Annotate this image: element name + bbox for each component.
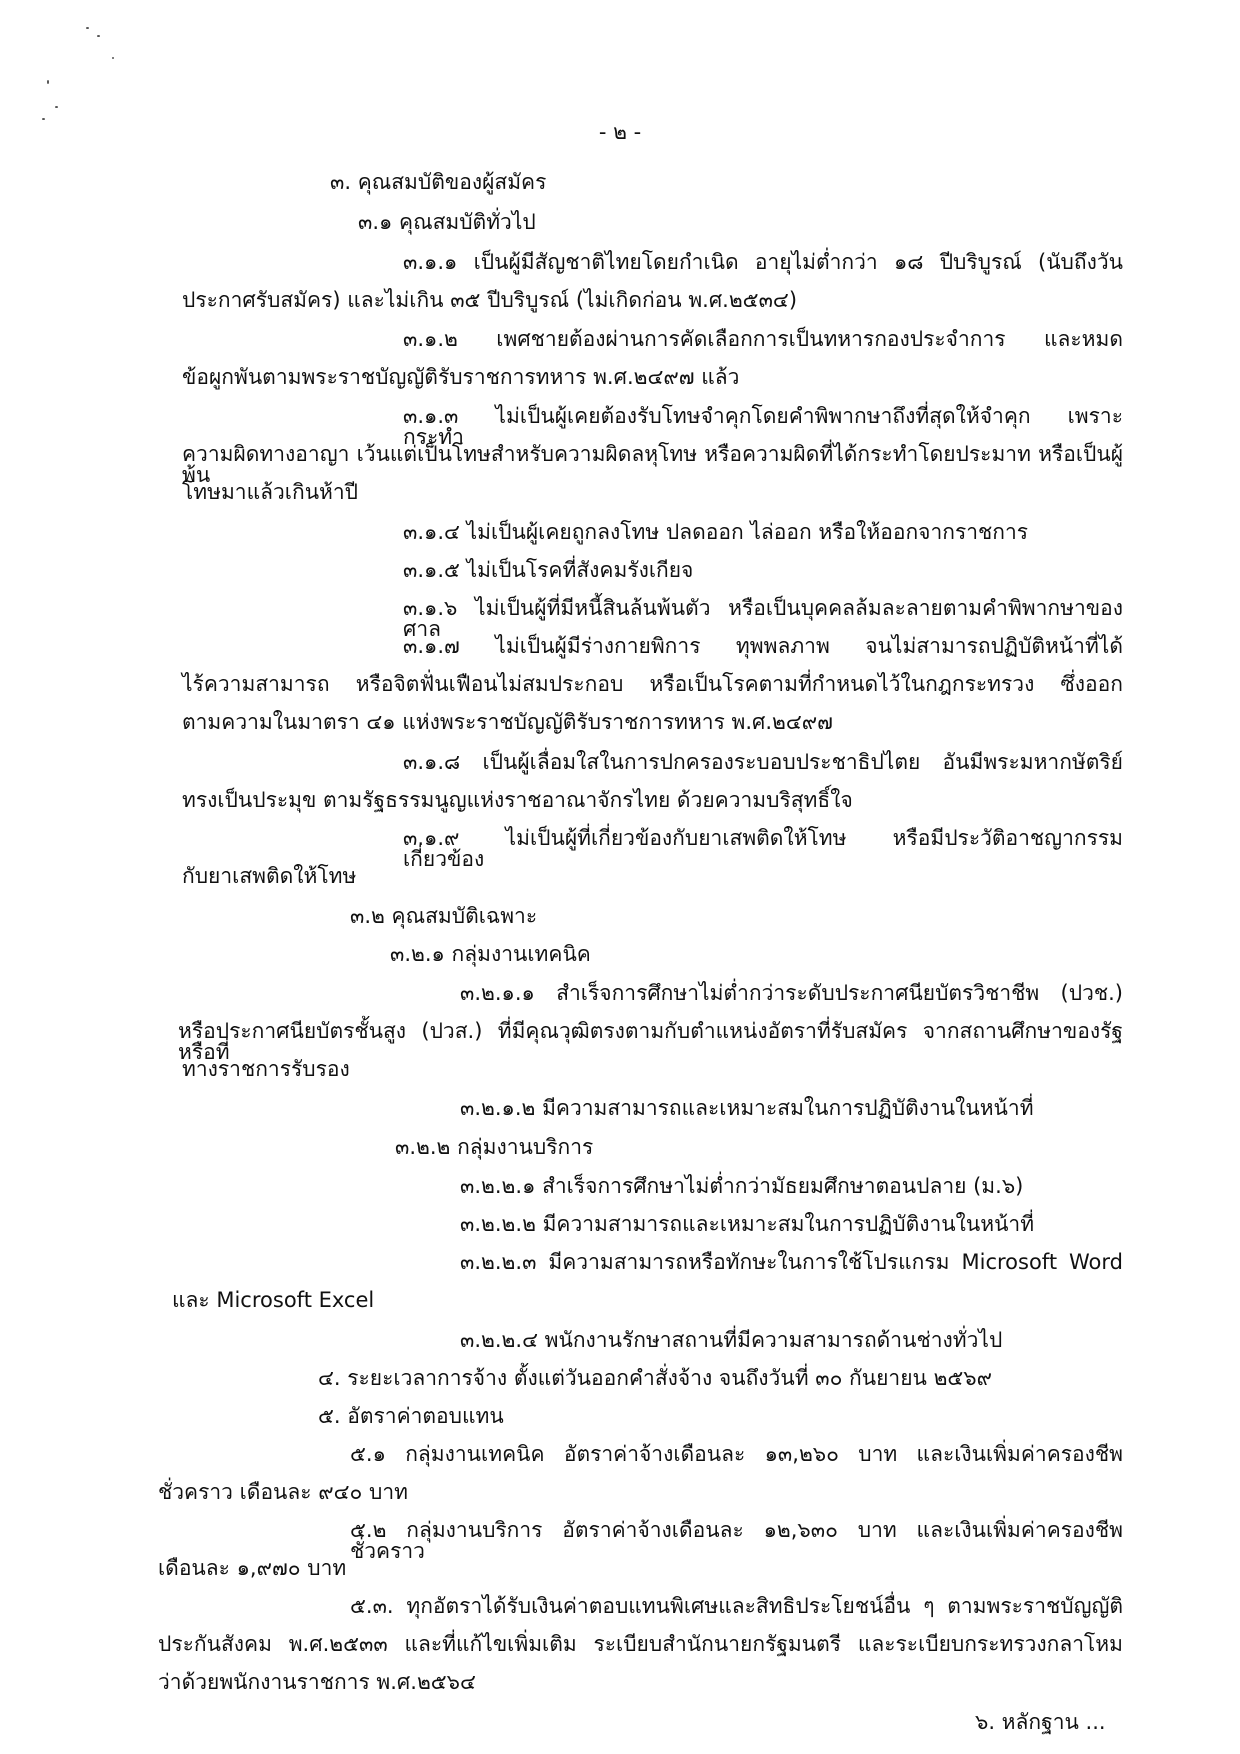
item-3-1-1-line-2: ประกาศรับสมัคร) และไม่เกิน ๓๕ ปีบริบูรณ์ (ไม่เกิดก่อน พ.ศ.๒๕๓๔) [182,288,798,312]
item-3-2-2-4: ๓.๒.๒.๔ พนักงานรักษาสถานที่มีความสามารถด้านช่างทั่วไป [460,1328,1003,1352]
item-3-1-9-line-1: ๓.๑.๙ ไม่เป็นผู้ที่เกี่ยวข้องกับยาเสพติดให้โทษ หรือมีประวัติอาชญากรรมเกี่ยวข้อง [403,826,1123,871]
item-3-1-4: ๓.๑.๔ ไม่เป็นผู้เคยถูกลงโทษ ปลดออก ไล่ออก หรือให้ออกจากราชการ [403,520,1029,544]
item-5-3-line-2: ประกันสังคม พ.ศ.๒๕๓๓ และที่แก้ไขเพิ่มเติม ระเบียบสำนักนายกรัฐมนตรี และระเบียบกระทรวงกลาโหม [158,1632,1123,1656]
item-3-1-1-line-1: ๓.๑.๑ เป็นผู้มีสัญชาติไทยโดยกำเนิด อายุไม่ต่ำกว่า ๑๘ ปีบริบูรณ์ (นับถึงวัน [403,250,1123,274]
item-3-2-2-1: ๓.๒.๒.๑ สำเร็จการศึกษาไม่ต่ำกว่ามัธยมศึกษาตอนปลาย (ม.๖) [460,1174,1024,1198]
item-3-2-1-1-line-2: หรือประกาศนียบัตรชั้นสูง (ปวส.) ที่มีคุณวุฒิตรงตามกับตำแหน่งอัตราที่รับสมัคร จากสถานศึกษาของรัฐหรือที่ [178,1019,1123,1064]
item-5-3-line-1: ๕.๓. ทุกอัตราได้รับเงินค่าตอบแทนพิเศษและสิทธิประโยชน์อื่น ๆ ตามพระราชบัญญัติ [350,1594,1123,1618]
item-5-1-line-2: ชั่วคราว เดือนละ ๙๔๐ บาท [158,1480,408,1504]
page-number: - ๒ - [598,120,642,144]
item-3-1-3-line-1: ๓.๑.๓ ไม่เป็นผู้เคยต้องรับโทษจำคุกโดยคำพิพากษาถึงที่สุดให้จำคุก เพราะกระทำ [403,404,1123,449]
item-5-2-line-1: ๕.๒ กลุ่มงานบริการ อัตราค่าจ้างเดือนละ ๑๒,๖๓๐ บาท และเงินเพิ่มค่าครองชีพชั่วคราว [350,1518,1123,1563]
section-3-2-1-heading: ๓.๒.๑ กลุ่มงานเทคนิค [390,942,591,966]
item-3-1-9-line-2: กับยาเสพติดให้โทษ [182,864,357,888]
section-3-2-heading: ๓.๒ คุณสมบัติเฉพาะ [350,904,538,928]
item-3-1-2-line-1: ๓.๑.๒ เพศชายต้องผ่านการคัดเลือกการเป็นทหารกองประจำการ และหมด [403,327,1123,351]
item-3-1-5: ๓.๑.๕ ไม่เป็นโรคที่สังคมรังเกียจ [403,558,694,582]
item-3-1-3-line-2: ความผิดทางอาญา เว้นแต่เป็นโทษสำหรับความผิดลหุโทษ หรือความผิดที่ได้กระทำโดยประมาท หรือเป็นผู้พ้น [182,442,1123,487]
continuation-footer: ๖. หลักฐาน ... [975,1710,1106,1734]
section-3-2-2-heading: ๓.๒.๒ กลุ่มงานบริการ [395,1135,594,1159]
section-5-heading: ๕. อัตราค่าตอบแทน [318,1404,504,1428]
item-3-1-6: ๓.๑.๖ ไม่เป็นผู้ที่มีหนี้สินล้นพ้นตัว หรือเป็นบุคคลล้มละลายตามคำพิพากษาของศาล [403,596,1123,641]
item-3-2-2-2: ๓.๒.๒.๒ มีความสามารถและเหมาะสมในการปฏิบัติงานในหน้าที่ [460,1212,1035,1236]
item-3-1-7-line-3: ตามความในมาตรา ๔๑ แห่งพระราชบัญญัติรับราชการทหาร พ.ศ.๒๔๙๗ [182,710,833,734]
scan-speck [112,57,114,59]
scan-speck [86,27,89,29]
item-5-2-line-2: เดือนละ ๑,๙๗๐ บาท [158,1556,347,1580]
item-3-2-1-1-line-1: ๓.๒.๑.๑ สำเร็จการศึกษาไม่ต่ำกว่าระดับประกาศนียบัตรวิชาชีพ (ปวช.) [460,981,1123,1005]
item-3-2-1-2: ๓.๒.๑.๒ มีความสามารถและเหมาะสมในการปฏิบัติงานในหน้าที่ [460,1096,1034,1120]
item-3-1-7-line-1: ๓.๑.๗ ไม่เป็นผู้มีร่างกายพิการ ทุพพลภาพ จนไม่สามารถปฏิบัติหน้าที่ได้ [403,634,1123,658]
section-3-1-heading: ๓.๑ คุณสมบัติทั่วไป [358,210,536,234]
item-3-2-2-3-line-2: และ Microsoft Excel [172,1288,375,1312]
scan-speck [55,106,58,108]
scan-speck [47,80,49,84]
section-4-employment-period: ๔. ระยะเวลาการจ้าง ตั้งแต่วันออกคำสั่งจ้าง จนถึงวันที่ ๓๐ กันยายน ๒๕๖๙ [318,1366,993,1390]
item-3-2-1-1-line-3: ทางราชการรับรอง [182,1057,350,1081]
scan-speck [42,118,45,120]
section-3-heading: ๓. คุณสมบัติของผู้สมัคร [330,170,547,194]
item-3-2-2-3-line-1: ๓.๒.๒.๓ มีความสามารถหรือทักษะในการใช้โปรแกรม Microsoft Word [460,1250,1123,1274]
item-3-1-7-line-2: ไร้ความสามารถ หรือจิตฟั่นเฟือนไม่สมประกอบ หรือเป็นโรคตามที่กำหนดไว้ในกฎกระทรวง ซึ่งออก [182,672,1123,696]
item-5-3-line-3: ว่าด้วยพนักงานราชการ พ.ศ.๒๕๖๔ [158,1670,476,1694]
item-3-1-2-line-2: ข้อผูกพันตามพระราชบัญญัติรับราชการทหาร พ.ศ.๒๔๙๗ แล้ว [182,365,740,389]
item-3-1-8-line-1: ๓.๑.๘ เป็นผู้เลื่อมใสในการปกครองระบอบประชาธิปไตย อันมีพระมหากษัตริย์ [403,750,1123,774]
item-5-1-line-1: ๕.๑ กลุ่มงานเทคนิค อัตราค่าจ้างเดือนละ ๑๓,๒๖๐ บาท และเงินเพิ่มค่าครองชีพ [350,1442,1123,1466]
scan-speck [97,35,100,37]
item-3-1-3-line-3: โทษมาแล้วเกินห้าปี [182,480,359,504]
item-3-1-8-line-2: ทรงเป็นประมุข ตามรัฐธรรมนูญแห่งราชอาณาจักรไทย ด้วยความบริสุทธิ์ใจ [182,788,853,812]
